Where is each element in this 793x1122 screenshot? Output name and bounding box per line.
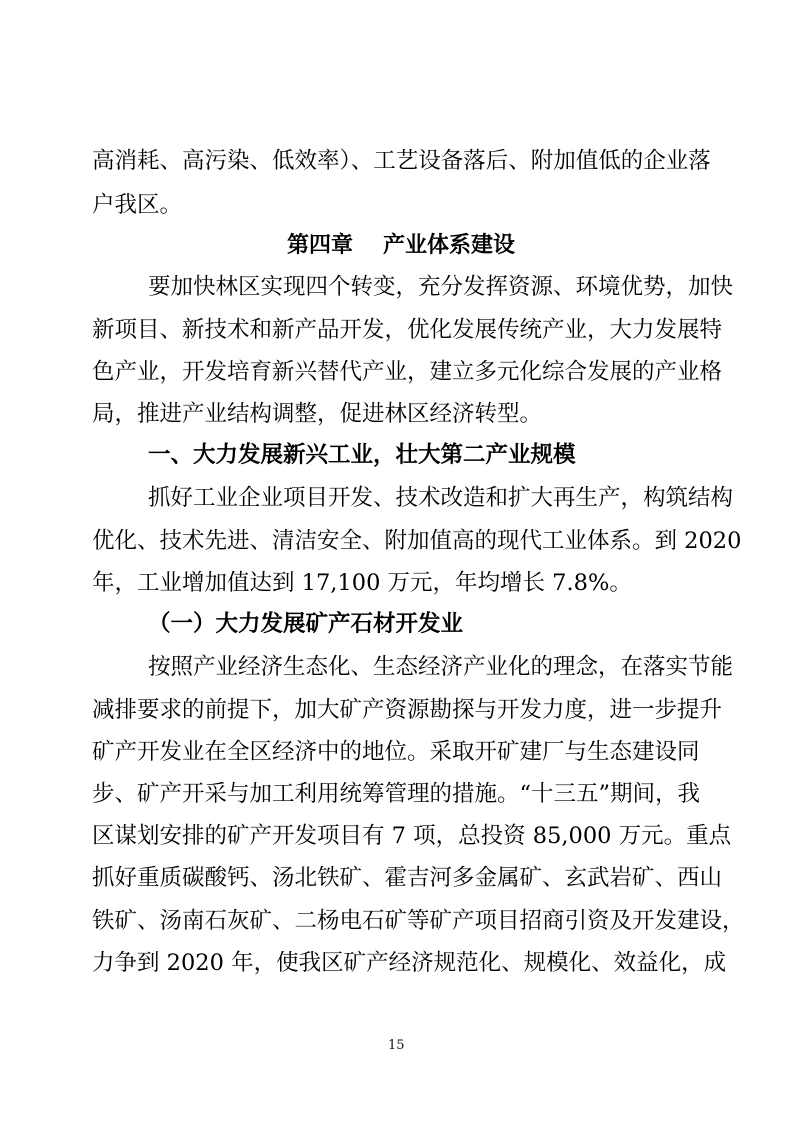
section-heading: 一、大力发展新兴工业，壮大第二产业规模 (148, 442, 576, 468)
body-text-line: 新项目、新技术和新产品开发，优化发展传统产业，大力发展特 (92, 317, 723, 343)
body-text-line: 色产业，开发培育新兴替代产业，建立多元化综合发展的产业格 (92, 359, 723, 385)
body-text-line: 按照产业经济生态化、生态经济产业化的理念，在落实节能 (148, 654, 734, 680)
subsection-heading: （一）大力发展矿产石材开发业 (148, 611, 464, 637)
body-text-line: 抓好工业企业项目开发、技术改造和扩大再生产，构筑结构 (148, 485, 734, 511)
body-text-line: 优化、技术先进、清洁安全、附加值高的现代工业体系。到 2020 (92, 528, 742, 554)
body-text-line: 要加快林区实现四个转变，充分发挥资源、环境优势，加快 (148, 274, 734, 300)
page-number: 15 (388, 1038, 405, 1053)
body-text-line: 步、矿产开采与加工利用统筹管理的措施。“十三五”期间，我 (92, 781, 701, 807)
body-text-line: 抓好重质碳酸钙、汤北铁矿、霍吉河多金属矿、玄武岩矿、西山 (92, 865, 723, 891)
body-text-line: 年，工业增加值达到 17,100 万元，年均增长 7.8%。 (92, 570, 632, 596)
body-text-line: 户我区。 (92, 192, 183, 218)
body-text-line: 区谋划安排的矿产开发项目有 7 项，总投资 85,000 万元。重点 (92, 823, 732, 849)
body-text-line: 力争到 2020 年，使我区矿产经济规范化、规模化、效益化，成 (92, 950, 727, 976)
body-text-line: 矿产开发业在全区经济中的地位。采取开矿建厂与生态建设同 (92, 739, 700, 765)
chapter-title: 产业体系建设 (383, 233, 516, 258)
body-text-line: 高消耗、高污染、低效率）、工艺设备落后、附加值低的企业落 (92, 148, 711, 174)
body-text-line: 局，推进产业结构调整，促进林区经济转型。 (92, 401, 543, 427)
body-text-line: 减排要求的前提下，加大矿产资源勘探与开发力度，进一步提升 (92, 697, 723, 723)
chapter-number: 第四章 (287, 233, 354, 258)
body-text-line: 铁矿、汤南石灰矿、二杨电石矿等矿产项目招商引资及开发建设， (92, 908, 745, 934)
chapter-heading (287, 232, 515, 260)
